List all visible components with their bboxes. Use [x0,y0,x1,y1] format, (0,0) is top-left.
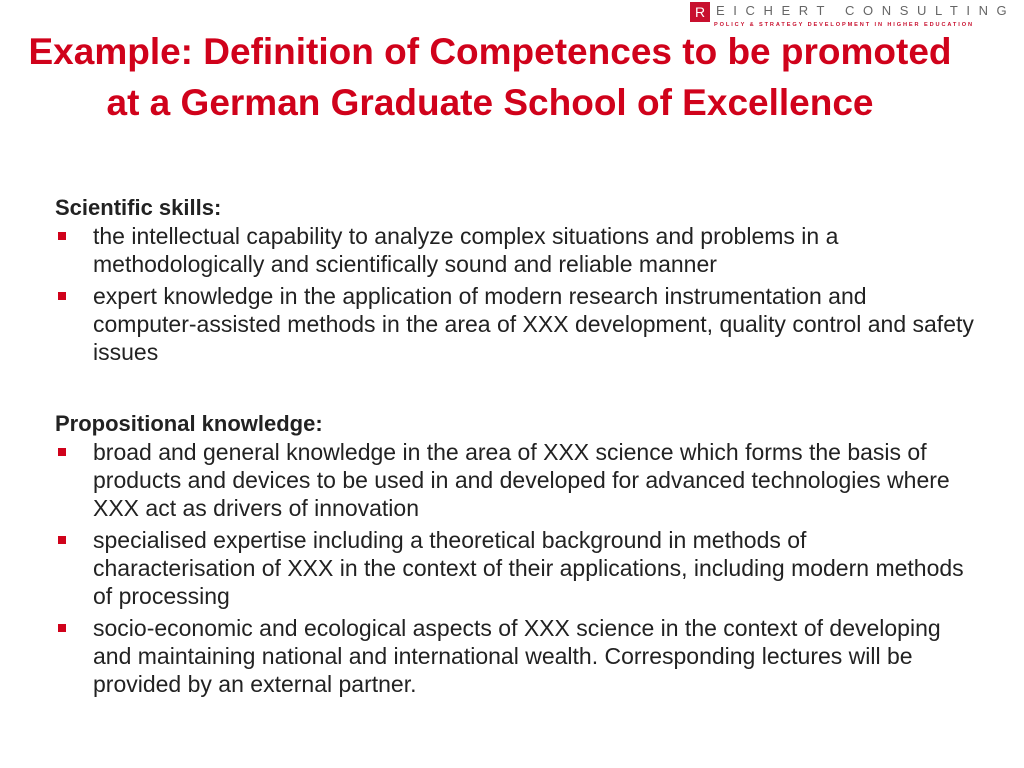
square-bullet-icon [58,536,66,544]
list-item-text: the intellectual capability to analyze complex situations and problems in a methodologically and scientifically sound and reliable manner [93,223,839,277]
square-bullet-icon [58,292,66,300]
list-item [55,438,975,522]
section-spacer [55,370,975,410]
section-heading-propositional-knowledge: Propositional knowledge: [55,411,323,436]
list-item-text: expert knowledge in the application of modern research instrumentation and computer-assisted methods in the area of XXX development, quality control and safety issues [93,283,974,365]
bullet-list-propositional-knowledge [55,438,975,698]
bullet-list-scientific-skills [55,222,975,366]
logo-initial-box: R [690,2,710,22]
slide-content [55,194,975,702]
list-item [55,282,975,366]
square-bullet-icon [58,448,66,456]
list-item [55,222,975,278]
logo-tagline: POLICY & STRATEGY DEVELOPMENT IN HIGHER EDUCATION [714,22,974,28]
list-item [55,526,975,610]
list-item-text: specialised expertise including a theoretical background in methods of characterisation of XXX in the context of their applications, including modern methods of processing [93,527,964,609]
section-heading-scientific-skills: Scientific skills: [55,195,222,220]
list-item [55,614,975,698]
square-bullet-icon [58,624,66,632]
square-bullet-icon [58,232,66,240]
list-item-text: broad and general knowledge in the area of XXX science which forms the basis of products and devices to be used in and developed for advanced technologies where XXX act as drivers of innovation [93,439,950,521]
logo-company-name: EICHERT CONSULTING [716,3,1016,18]
list-item-text: socio-economic and ecological aspects of XXX science in the context of developing and maintaining national and international wealth. Corresponding lectures will be provided by an external partner. [93,615,941,697]
slide-title: Example: Definition of Competences to be promoted at a German Graduate School of Excellence [28,31,952,123]
